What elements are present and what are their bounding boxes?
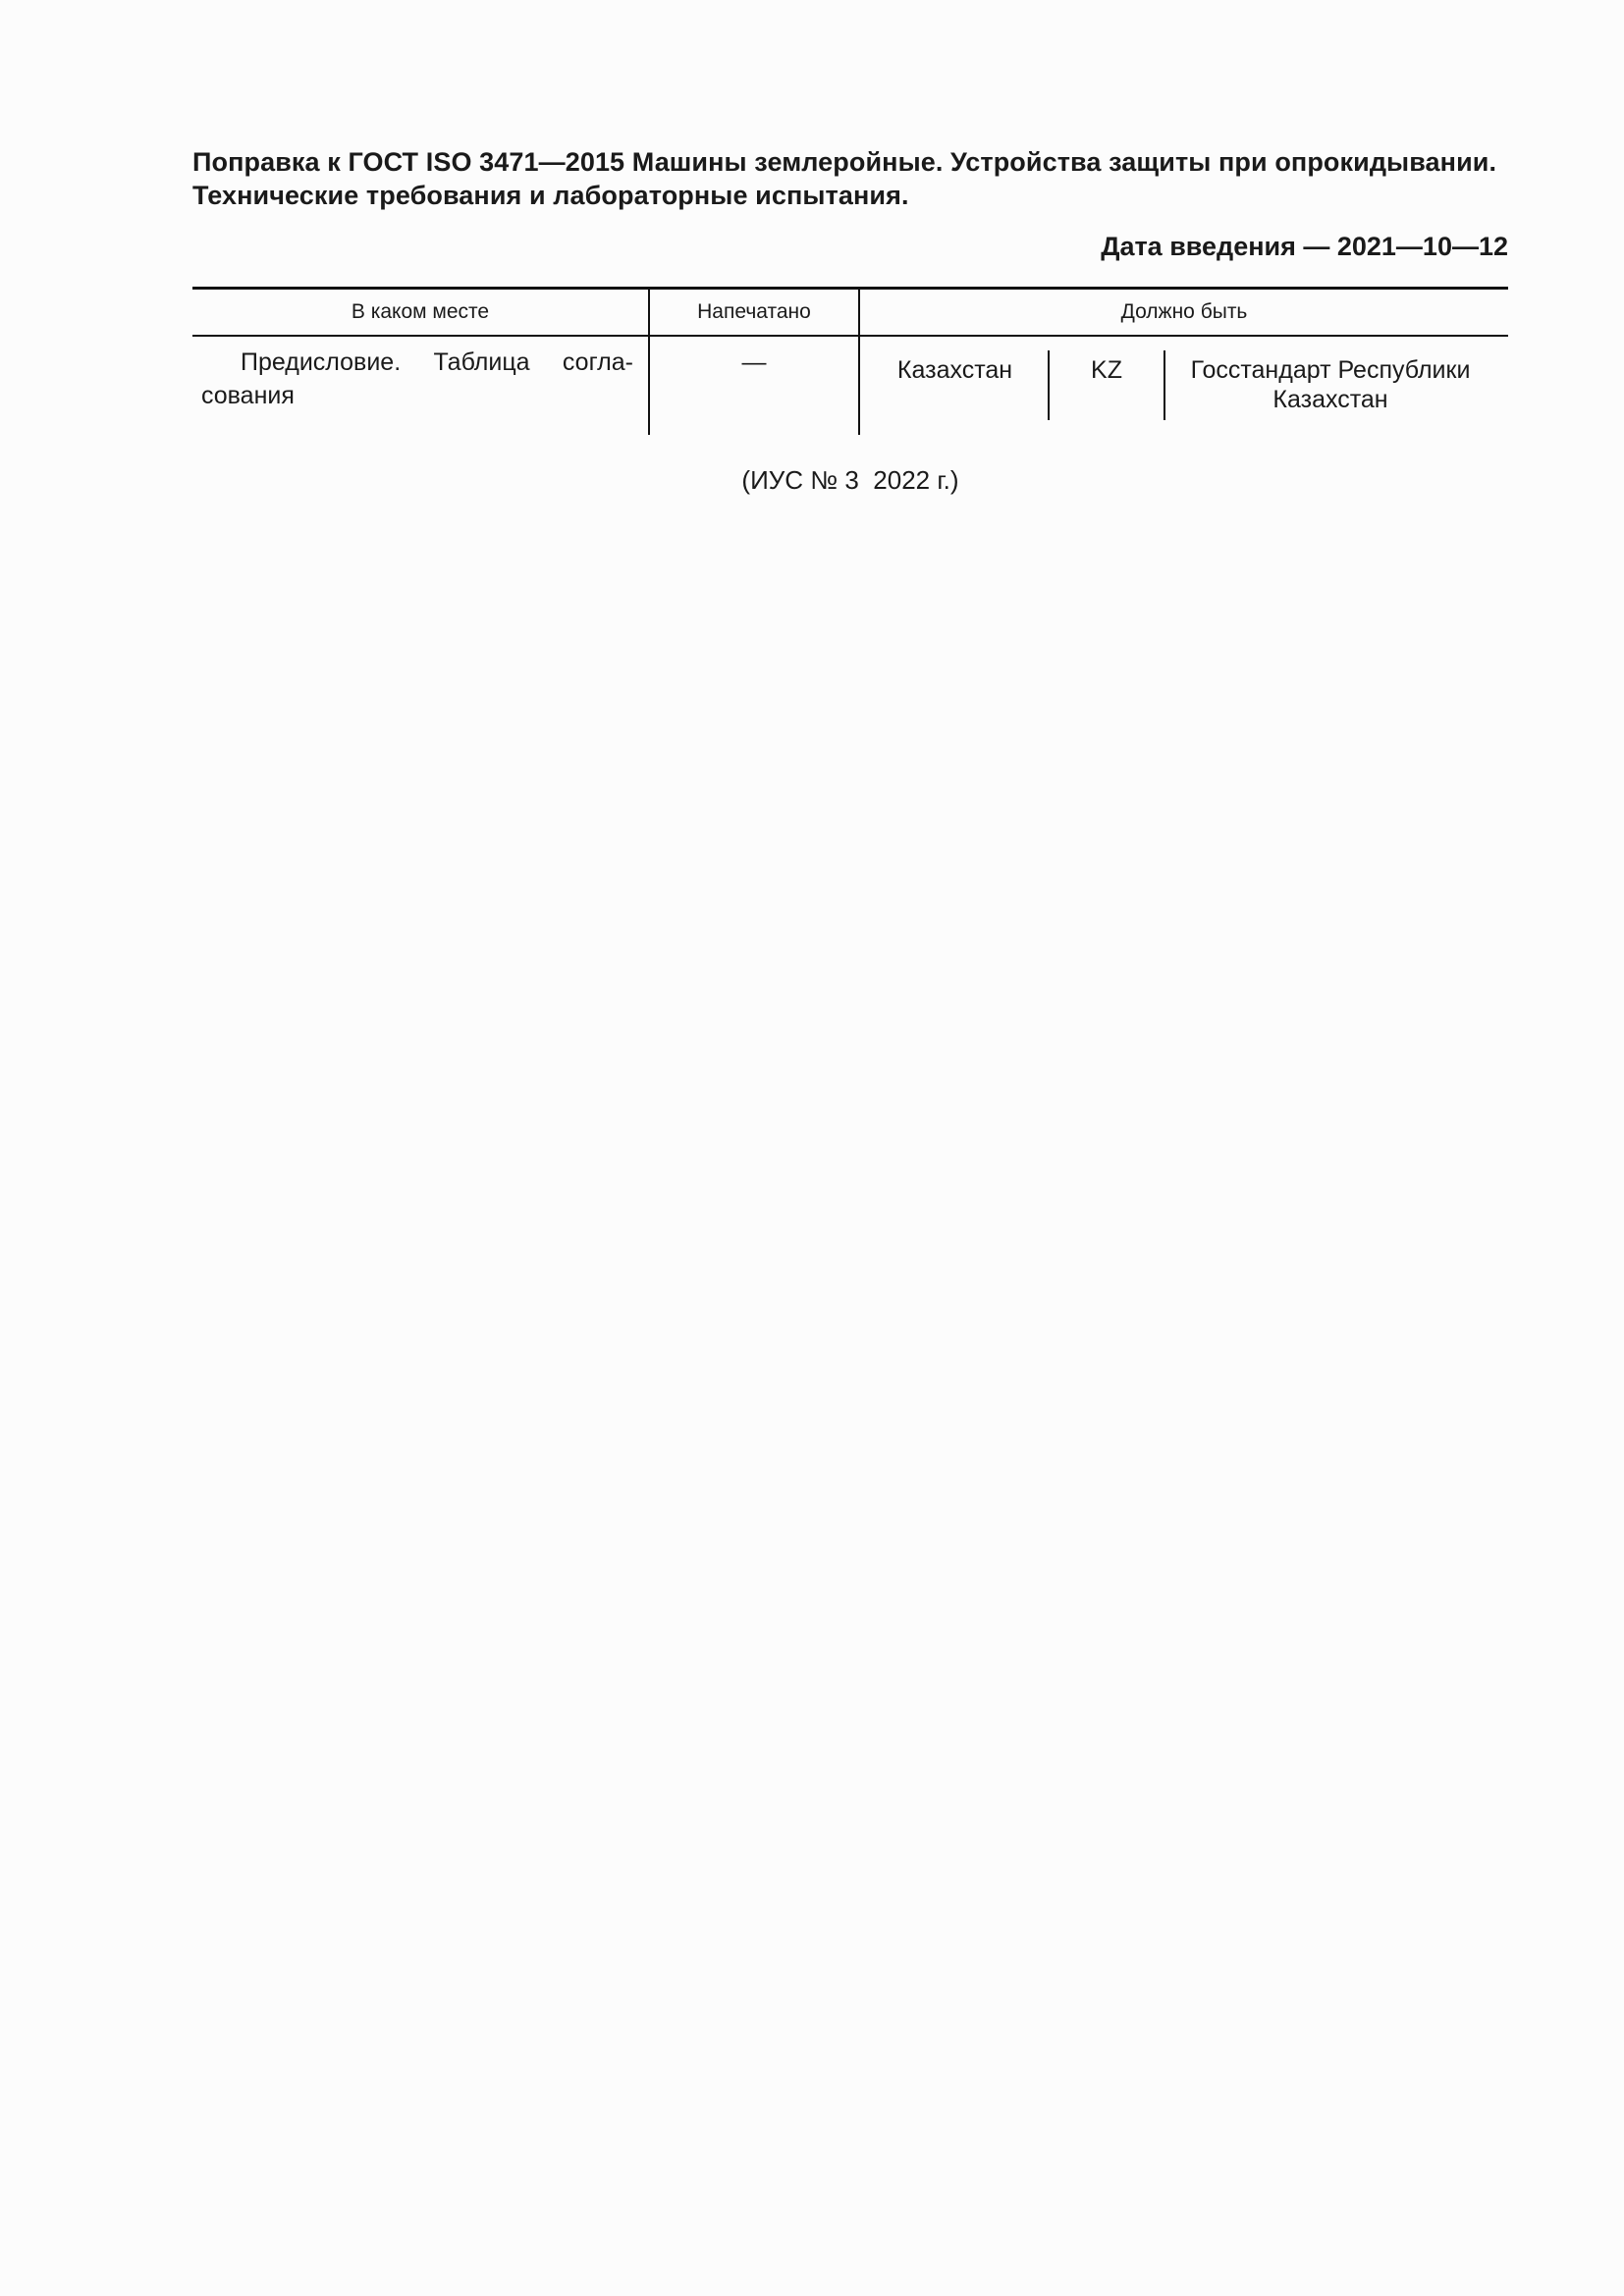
table-top-rule: [192, 287, 1508, 290]
table-cell-place: [201, 346, 633, 412]
table-header-rule: [192, 335, 1508, 337]
place-line-2: сования: [201, 382, 295, 409]
place-line-1: [201, 346, 633, 379]
amendment-title-line-2: Технические требования и лабораторные испытания.: [192, 181, 909, 210]
introduction-date: Дата введения — 2021—10—12: [1101, 232, 1508, 261]
organization-line-1: Госстандарт Республики: [1190, 356, 1471, 384]
table-cell-country-code: KZ: [1091, 356, 1122, 384]
table-header-place: В каком месте: [351, 300, 490, 323]
place-word: согла-: [562, 348, 633, 376]
table-header-should-be: Должно быть: [1120, 300, 1248, 323]
amendment-title: [192, 145, 1508, 212]
table-cell-country: Казахстан: [896, 356, 1013, 384]
place-word: Таблица: [433, 348, 530, 376]
amendment-title-line-1: Поправка к ГОСТ ISO 3471—2015 Машины землеройные. Устройства защиты при опрокидывании.: [192, 147, 1497, 177]
table-cell-printed: —: [741, 348, 767, 376]
place-word: Предисловие.: [241, 348, 402, 376]
table-header-printed: Напечатано: [697, 300, 811, 323]
table-cell-organization: [1165, 355, 1495, 414]
organization-line-2: Казахстан: [1272, 386, 1388, 413]
source-reference: (ИУС № 3 2022 г.): [741, 465, 959, 495]
